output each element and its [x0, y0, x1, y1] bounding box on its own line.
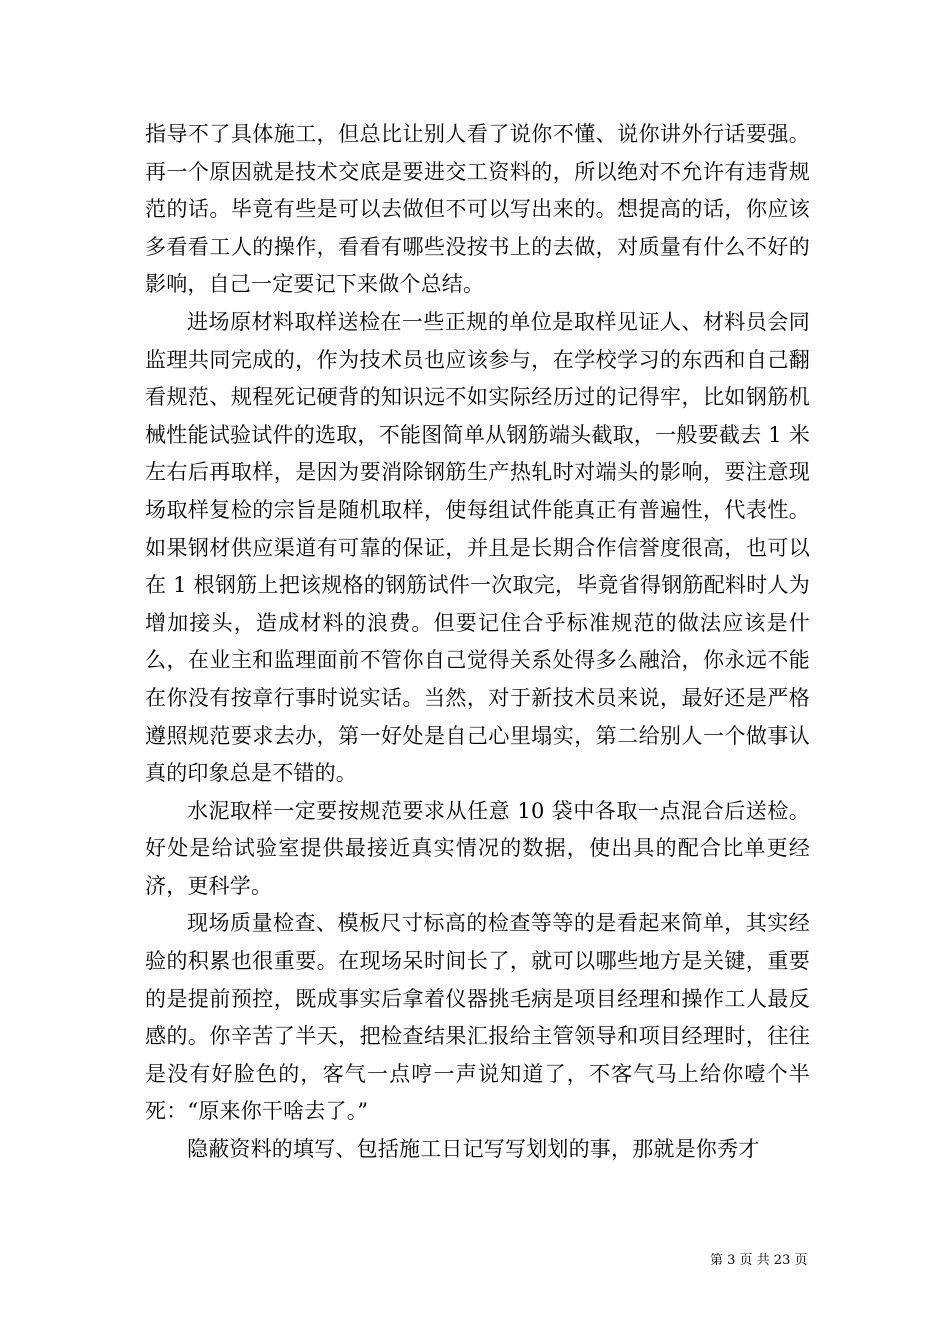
paragraph-1: 指导不了具体施工，但总比让别人看了说你不懂、说你讲外行话要强。再一个原因就是技术交底是要进交工资料的，所以绝对不允许有违背规范的话。毕竟有些是可以去做但不可以写出来的。想提高的话，你应该多看看工人的操作，看看有哪些没按书上的去做，对质量有什么不好的影响，自己一定要记下来做个总结。: [145, 122, 810, 297]
paragraph-5: 隐蔽资料的填写、包括施工日记写写划划的事，那就是你秀才: [187, 1137, 760, 1162]
page-number: 第 3 页 共 23 页: [710, 1253, 808, 1268]
paragraph-3: 水泥取样一定要按规范要求从任意 10 袋中各取一点混合后送检。好处是给试验室提供最接近真实情况的数据，使出具的配合比单更经济，更科学。: [145, 798, 810, 898]
paragraph-4: 现场质量检查、模板尺寸标高的检查等等的是看起来简单，其实经验的积累也很重要。在现场呆时间长了，就可以哪些地方是关键，重要的是提前预控，既成事实后拿着仪器挑毛病是项目经理和操作工人最反感的。你辛苦了半天，把检查结果汇报给主管领导和项目经理时，往往是没有好脸色的，客气一点哼一声说知道了，不客气马上给你噎个半死：“原来你干啥去了。”: [145, 911, 810, 1124]
document-body: [145, 116, 810, 1169]
paragraph-2: 进场原材料取样送检在一些正规的单位是取样见证人、材料员会同监理共同完成的，作为技术员也应该参与，在学校学习的东西和自己翻看规范、规程死记硬背的知识远不如实际经历过的记得牢，比如钢筋机械性能试验试件的选取，不能图简单从钢筋端头截取，一般要截去 1 米左右后再取样，是因为要消除钢筋生产热轧时对端头的影响，要注意现场取样复检的宗旨是随机取样，使每组试件能真正有普遍性，代表性。如果钢材供应渠道有可靠的保证，并且是长期合作信誉度很高，也可以在 1 根钢筋上把该规格的钢筋试件一次取完，毕竟省得钢筋配料时人为增加接头，造成材料的浪费。但要记住合乎标准规范的做法应该是什么，在业主和监理面前不管你自己觉得关系处得多么融洽，你永远不能在你没有按章行事时说实话。当然，对于新技术员来说，最好还是严格遵照规范要求去办，第一好处是自己心里塌实，第二给别人一个做事认真的印象总是不错的。: [145, 309, 810, 786]
